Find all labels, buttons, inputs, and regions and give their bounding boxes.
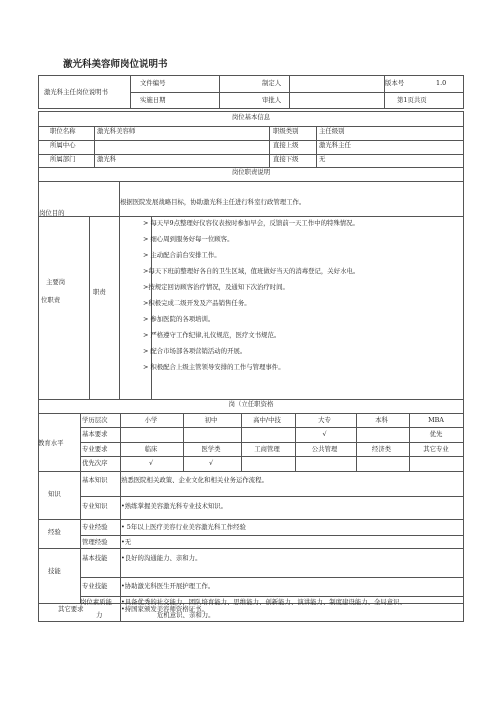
date-label: 实施日期 <box>140 96 166 104</box>
header-left-label: 激光科主任岗位说明书 <box>44 88 108 96</box>
table-cell: 临床 <box>144 445 158 453</box>
s2-label: 专业技能 <box>82 582 108 590</box>
s1-label: 基本技能 <box>82 554 108 562</box>
other-label: 其它要求 <box>58 605 84 613</box>
table-cell: 工商管理 <box>254 445 280 453</box>
edu-row4-label: 优先次序 <box>82 459 108 467</box>
direct-sub-value: 无 <box>319 155 326 163</box>
qual-section-title: 岗（立任职资格 <box>228 400 274 408</box>
exp-label: 经验 <box>48 528 61 536</box>
direct-sub-label: 直接下级 <box>273 155 299 163</box>
e2-text: •无 <box>121 538 132 546</box>
main-duty-label-line2: 位职责 <box>41 296 61 304</box>
k1-label: 基本知识 <box>82 476 108 484</box>
skill-label: 技能 <box>48 567 61 575</box>
post-name-value: 激光科美容师 <box>97 127 136 135</box>
list-item: > 积极配合上级主管领导安排的工作与管理事件。 <box>143 363 285 371</box>
table-cell: 高中/中技 <box>253 416 281 424</box>
dept-value: 激光科 <box>97 155 117 163</box>
duties-section-title: 岗位职责说明 <box>231 168 271 176</box>
knowledge-label: 知识 <box>48 490 61 498</box>
s2-text: •协助激光科医生开展护理工作。 <box>121 582 215 590</box>
k2-label: 专业知识 <box>82 502 108 510</box>
table-cell: √ <box>148 459 154 467</box>
list-item: > 参加医院的各项培训。 <box>143 315 215 323</box>
version-label: 版本号 <box>385 79 405 87</box>
approver-label: 审批人 <box>262 96 282 104</box>
edu-label: 教育水平 <box>38 439 64 447</box>
s1-text: •良好的沟通能力、亲和力。 <box>121 554 202 562</box>
e1-label: 专业经验 <box>82 523 108 531</box>
k2-text: •熟练掌握美容激光科专业技术知识。 <box>121 502 228 510</box>
list-item: > 配合市场部各项营销活动的开展。 <box>143 347 247 355</box>
table-cell: 医学类 <box>201 445 221 453</box>
table-cell: MBA <box>428 416 444 424</box>
purpose-label: 岗位目的 <box>39 209 65 217</box>
table-cell: 小学 <box>144 416 158 424</box>
direct-sup-label: 直接上级 <box>273 141 299 149</box>
table-cell: 初中 <box>204 416 218 424</box>
basic-section-title: 岗位基本信息 <box>231 113 271 121</box>
document-title: 激光科美容师岗位说明书 <box>63 59 168 70</box>
maker-label: 制定人 <box>262 79 282 87</box>
list-item: >积极完成二级开发及产品销售任务。 <box>143 299 251 307</box>
table-cell: 公共管理 <box>311 445 338 453</box>
list-item: > 严格遵守工作纪律,礼仪规范，医疗文书规范。 <box>143 331 281 339</box>
direct-sup-value: 激光科主任 <box>319 141 351 149</box>
s3-text-line2: 危机意识、亲和力。 <box>157 611 215 619</box>
edu-row2-label: 基本要求 <box>82 430 108 438</box>
page-info: 第1页共页 <box>397 96 427 104</box>
level-label: 职级类别 <box>273 127 299 135</box>
k1-text: 熟悉医院相关政策、企业文化和相关业务运作流程。 <box>121 476 268 484</box>
table-cell: √ <box>322 430 327 438</box>
edu-row1-label: 学历层次 <box>82 416 108 424</box>
list-item: >每天下班前整理好各自的卫生区域，值班做好当天的消毒登记，关好水电。 <box>143 267 360 275</box>
e1-text: • 5年以上医疗美容行业美容激光科工作经验 <box>121 523 246 531</box>
table-cell: 其它专业 <box>423 445 449 453</box>
table-cell: 经济类 <box>371 445 392 453</box>
list-item: >按规定回访顾客治疗情况，及通知下次治疗时间。 <box>143 283 289 291</box>
list-item: > 每天早9点整理好仪容仪表按时参加早会，反馈前一天工作中的特殊情况。 <box>143 219 359 227</box>
edu-row3-label: 专业要求 <box>82 445 108 453</box>
purpose-text: 根据医院发展战略目标，协助激光科主任进行科室行政管理工作。 <box>120 198 306 206</box>
s3-label-line1: 岗位素质能 <box>80 598 112 606</box>
list-item: > 主动配合前台安排工作。 <box>143 251 221 259</box>
post-name-label: 职位名称 <box>50 127 76 135</box>
s3-text-line1: •具备优秀的社交能力、团队培育能力、思维能力、创新能力、演讲能力、制度建设能力、全局意识、 <box>121 598 406 606</box>
version-value: 1.0 <box>436 79 447 87</box>
main-duty-label-line1: 主要岗 <box>46 278 66 286</box>
dept-label: 所属部门 <box>50 155 76 163</box>
list-item: > 细心周到服务好每一位顾客。 <box>143 235 234 243</box>
other-text: •持国家颁发美容师资格证书。 <box>121 605 208 613</box>
table-cell: 本科 <box>375 416 388 424</box>
duty-label: 职责 <box>93 288 106 296</box>
level-value: 主任级别 <box>319 127 345 135</box>
e2-label: 管理经验 <box>82 538 108 546</box>
table-cell: 大专 <box>318 416 331 424</box>
table-cell: 优先 <box>429 430 443 438</box>
file-no-label: 文件编号 <box>140 79 166 87</box>
s3-label-line2: 力 <box>96 611 103 619</box>
table-cell: √ <box>208 459 214 467</box>
center-label: 所属中心 <box>50 141 76 149</box>
